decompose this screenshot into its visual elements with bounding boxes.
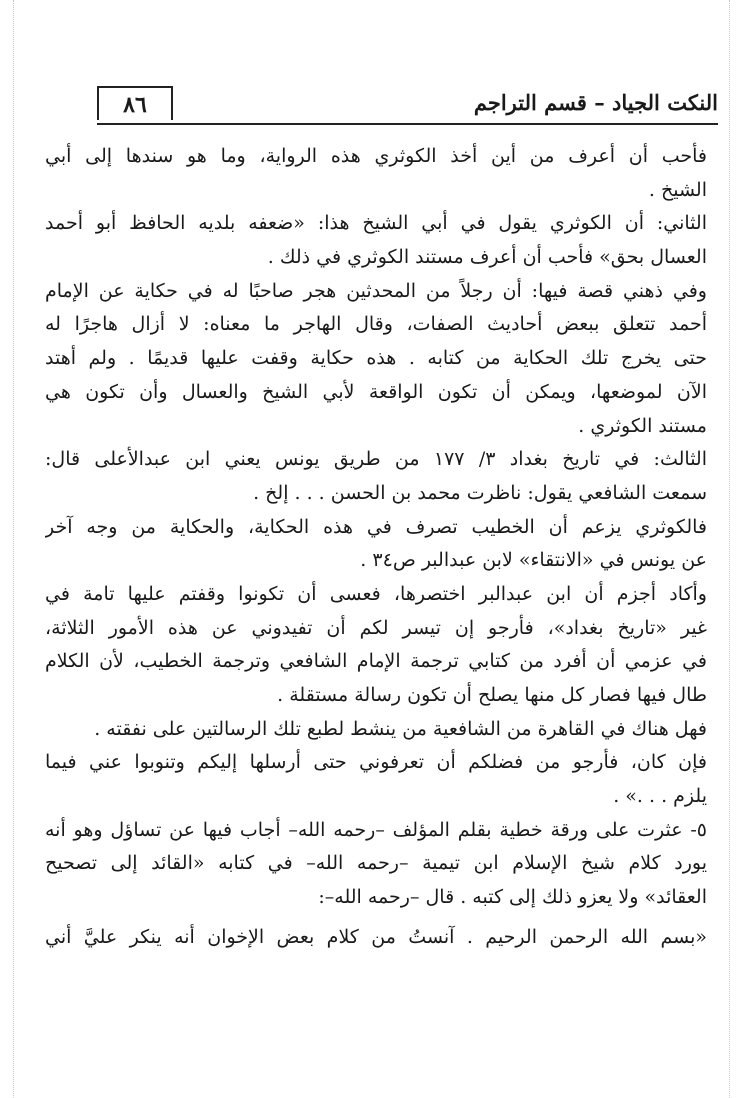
- numbered-note: [45, 814, 707, 915]
- text-line: الآن لموضعها، ويمكن أن تكون الواقعة لأبي الشيخ والعسال وأن تكون هي: [45, 380, 707, 403]
- text-line: عن يونس في «الانتقاء» لابن عبدالبر ص٣٤ .: [360, 549, 707, 572]
- text-line: يورد كلام شيخ الإسلام ابن تيمية –رحمه الله– في كتابه «القائد إلى تصحيح: [45, 852, 707, 875]
- text-line: فإن كان، فأرجو من فضلكم أن تعرفوني حتى أرسلها إليكم وتنوبوا عني فيما: [45, 751, 707, 774]
- running-title: النكت الجياد – قسم التراجم: [473, 90, 718, 115]
- scan-edge-right: [729, 0, 730, 1098]
- text-line: أحمد تتعلق ببعض أحاديث الصفات، وقال الهاجر ما معناه: لا أزال هاجرًا له: [45, 313, 707, 336]
- scan-edge-left: [13, 0, 14, 1098]
- text-line: الثالث: في تاريخ بغداد ٣/ ١٧٧ من طريق يونس يعني ابن عبدالأعلى قال:: [45, 448, 707, 471]
- text-line: فأحب أن أعرف من أين أخذ الكوثري هذه الرواية، وما هو سندها إلى أبي: [45, 145, 707, 167]
- body-text: [45, 140, 707, 955]
- text-line: وفي ذهني قصة فيها: أن رجلاً من المحدثين هجر صاحبًا له في حكاية عن الإمام: [45, 279, 707, 302]
- text-line: وأكاد أجزم أن ابن عبدالبر اختصرها، فعسى أن تكونوا وقفتم عليها تامة في: [45, 582, 707, 605]
- text-line: فهل هناك في القاهرة من الشافعية من ينشط لطبع تلك الرسالتين على نفقته .: [94, 717, 707, 740]
- page-number: ٨٦: [97, 86, 173, 120]
- text-line: فالكوثري يزعم أن الخطيب تصرف في هذه الحكاية، والحكاية من وجه آخر: [45, 515, 707, 538]
- quoted-letter-start: [45, 921, 707, 955]
- text-line: العقائد» ولا يعزو ذلك إلى كتبه . قال –رحمه الله–:: [318, 886, 707, 909]
- text-line: مستند الكوثري .: [578, 414, 707, 437]
- text-line: في عزمي أن أفرد من كتابي ترجمة الإمام الشافعي وترجمة الخطيب، لأن الكلام: [45, 650, 707, 673]
- text-line: ٥- عثرت على ورقة خطية بقلم المؤلف –رحمه الله– أجاب فيها عن تساؤل وهو أنه: [45, 818, 707, 841]
- text-line: حتى يخرج تلك الحكاية من كتابه . هذه حكاية وقفت عليها قديمًا . ولم أهتد: [45, 347, 707, 370]
- text-line: يلزم . . .» .: [613, 785, 707, 808]
- main-paragraphs: [45, 140, 707, 814]
- text-line: الشيخ .: [648, 178, 707, 201]
- text-line: الثاني: أن الكوثري يقول في أبي الشيخ هذا: «ضعفه بلديه الحافظ أبو أحمد: [45, 212, 707, 235]
- text-line: طال فيها فصار كل منها يصلح أن تكون رسالة مستقلة .: [277, 684, 707, 706]
- page-header: [97, 86, 718, 124]
- text-line: غير «تاريخ بغداد»، فأرجو إن تيسر لكم أن تفيدوني عن هذه الأمور الثلاثة،: [45, 616, 707, 639]
- text-line: «بسم الله الرحمن الرحيم . آنستُ من كلام بعض الإخوان أنه ينكر عليَّ أني: [45, 925, 707, 948]
- text-line: العسال بحق» فأحب أن أعرف مستند الكوثري في ذلك .: [267, 246, 707, 269]
- text-line: سمعت الشافعي يقول: ناظرت محمد بن الحسن . . . إلخ .: [253, 481, 707, 504]
- header-rule: [97, 123, 718, 125]
